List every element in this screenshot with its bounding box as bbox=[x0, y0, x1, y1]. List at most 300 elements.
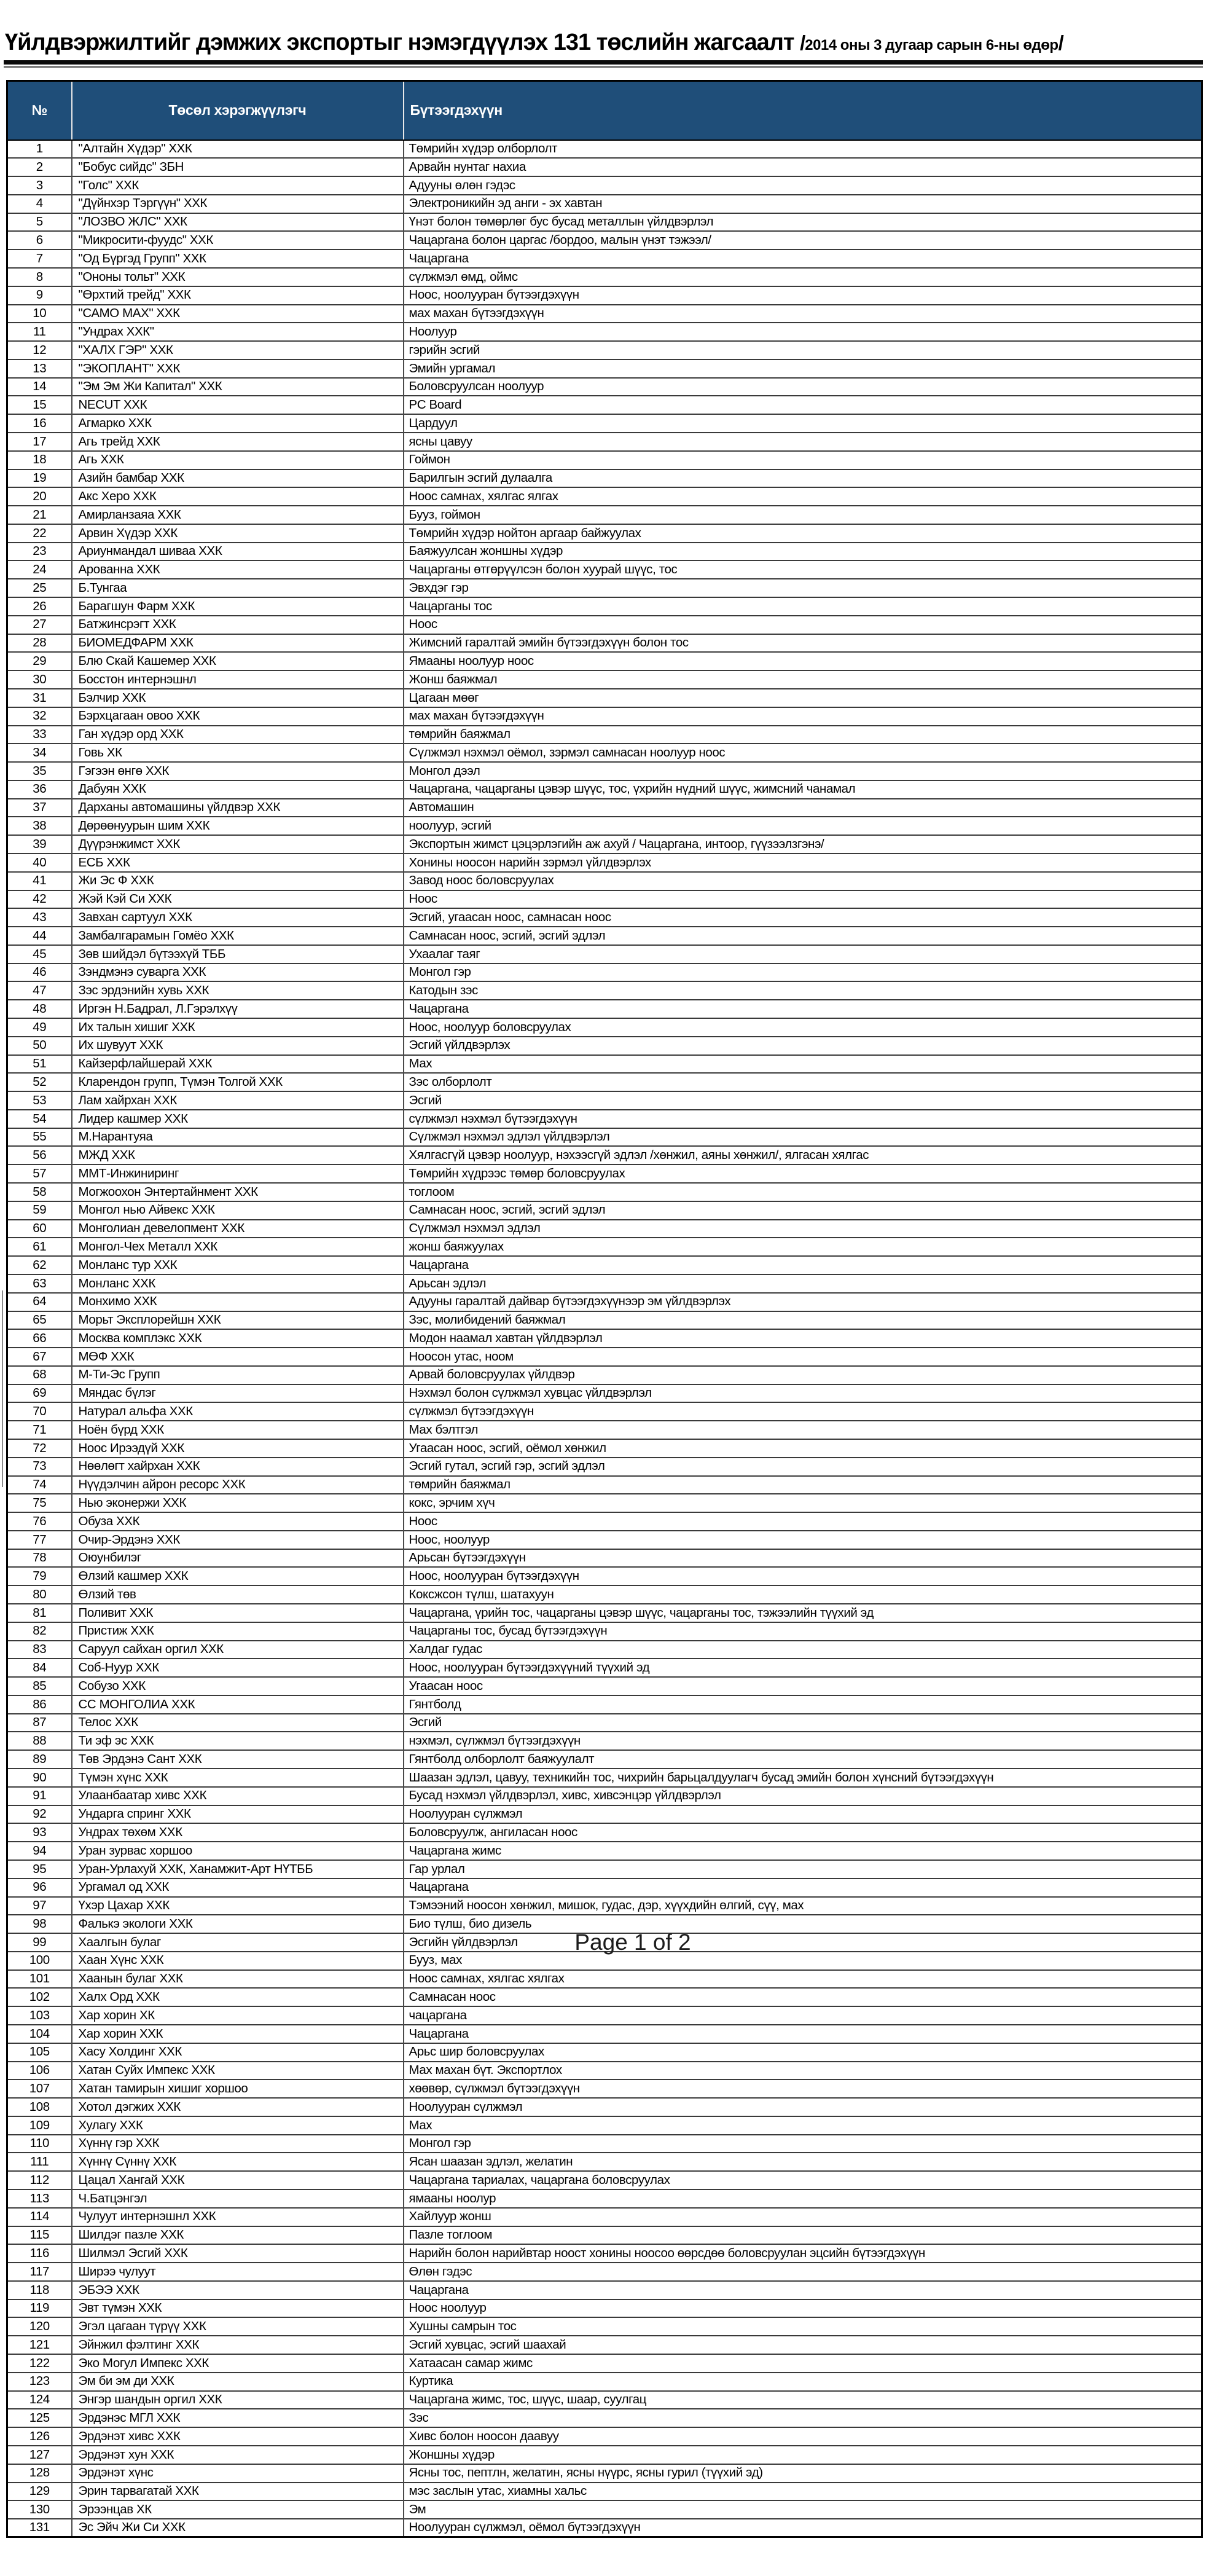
table-row bbox=[7, 396, 1202, 414]
row-product: Чацаргана bbox=[404, 1256, 1202, 1274]
row-number: 122 bbox=[7, 2354, 72, 2373]
row-implementer: Эрин тарвагатай ХХК bbox=[72, 2483, 404, 2501]
row-product: ямааны ноолур bbox=[404, 2189, 1202, 2208]
table-row bbox=[7, 543, 1202, 561]
table-row bbox=[7, 726, 1202, 744]
row-product: Гоймон bbox=[404, 451, 1202, 469]
row-product: Мах bbox=[404, 1055, 1202, 1074]
row-implementer: Эрдэнэт хун ХХК bbox=[72, 2446, 404, 2464]
row-implementer: "Бобус сийдс" ЗБН bbox=[72, 158, 404, 176]
row-product: Ноос самнах, хялгас хялгах bbox=[404, 1970, 1202, 1989]
row-number: 127 bbox=[7, 2446, 72, 2464]
table-row bbox=[7, 1274, 1202, 1293]
row-number: 105 bbox=[7, 2043, 72, 2062]
row-product: Ноос bbox=[404, 616, 1202, 634]
table-row bbox=[7, 2244, 1202, 2263]
table-row bbox=[7, 1585, 1202, 1604]
table-row bbox=[7, 854, 1202, 872]
table-row bbox=[7, 1146, 1202, 1164]
row-number: 119 bbox=[7, 2299, 72, 2318]
row-product: тоглоом bbox=[404, 1183, 1202, 1201]
row-implementer: Шилдэг пазле ХХК bbox=[72, 2226, 404, 2245]
row-product: Ноос bbox=[404, 890, 1202, 909]
row-product: Ясан шаазан эдлэл, желатин bbox=[404, 2153, 1202, 2171]
row-number: 66 bbox=[7, 1329, 72, 1348]
row-implementer: Эрдэнэс МГЛ ХХК bbox=[72, 2409, 404, 2427]
row-product: Хушны самрын тос bbox=[404, 2317, 1202, 2336]
row-product: Халдаг гудас bbox=[404, 1641, 1202, 1659]
row-implementer: Хасу Холдинг ХХК bbox=[72, 2043, 404, 2062]
row-implementer: Улаанбаатар хивс ХХК bbox=[72, 1787, 404, 1805]
row-implementer: Ариунмандал шиваа ХХК bbox=[72, 543, 404, 561]
row-implementer: МЖД ХХК bbox=[72, 1146, 404, 1164]
row-implementer: Амирланзаяа ХХК bbox=[72, 506, 404, 524]
table-row bbox=[7, 1055, 1202, 1074]
page-title-main: Үйлдвэржилтийг дэмжих экспортыг нэмэгдүүлэх 131 төслийн жагсаалт bbox=[5, 29, 800, 55]
row-implementer: Агмарко ХХК bbox=[72, 414, 404, 433]
row-implementer: "ХАЛХ ГЭР" ХХК bbox=[72, 341, 404, 359]
row-product: Монгол гэр bbox=[404, 2135, 1202, 2153]
col-header-number: № bbox=[7, 81, 72, 140]
table-row bbox=[7, 1494, 1202, 1512]
row-implementer: Кларендон групп, Түмэн Толгой ХХК bbox=[72, 1073, 404, 1091]
row-number: 61 bbox=[7, 1238, 72, 1256]
table-row bbox=[7, 469, 1202, 488]
row-implementer: Барагшун Фарм ХХК bbox=[72, 597, 404, 616]
row-implementer: ММТ-Инжиниринг bbox=[72, 1164, 404, 1183]
row-product: сүлжмэл нэхмэл бүтээгдэхүүн bbox=[404, 1110, 1202, 1128]
row-implementer: Уран-Урлахуй ХХК, Ханамжит-Арт НҮТББ bbox=[72, 1860, 404, 1879]
row-implementer: Дабуян ХХК bbox=[72, 780, 404, 799]
row-product: Нэхмэл болон сүлжмэл хувцас үйлдвэрлэл bbox=[404, 1384, 1202, 1403]
table-row bbox=[7, 1458, 1202, 1476]
table-row bbox=[7, 1018, 1202, 1037]
table-row bbox=[7, 268, 1202, 286]
row-product: Бусад нэхмэл үйлдвэрлэл, хивс, хивсэнцэр үйлдвэрлэл bbox=[404, 1787, 1202, 1805]
row-product: Өлөн гэдэс bbox=[404, 2263, 1202, 2281]
row-product: нэхмэл, сүлжмэл бүтээгдэхүүн bbox=[404, 1732, 1202, 1750]
row-number: 56 bbox=[7, 1146, 72, 1164]
row-number: 94 bbox=[7, 1842, 72, 1860]
row-number: 85 bbox=[7, 1677, 72, 1695]
row-implementer: МӨФ ХХК bbox=[72, 1348, 404, 1366]
row-number: 80 bbox=[7, 1585, 72, 1604]
row-number: 42 bbox=[7, 890, 72, 909]
row-product: чацаргана bbox=[404, 2006, 1202, 2025]
row-product: Гянтболд bbox=[404, 1695, 1202, 1714]
row-product: Ухаалаг таяг bbox=[404, 945, 1202, 964]
row-number: 35 bbox=[7, 762, 72, 780]
row-product: Гянтболд олборлолт баяжуулалт bbox=[404, 1750, 1202, 1769]
row-number: 51 bbox=[7, 1055, 72, 1074]
table-row bbox=[7, 158, 1202, 176]
row-product: Ямааны ноолуур ноос bbox=[404, 652, 1202, 670]
row-product: Чацаргана тариалах, чацаргана боловсруулах bbox=[404, 2171, 1202, 2189]
row-implementer: М-Ти-Эс Групп bbox=[72, 1366, 404, 1384]
table-row bbox=[7, 359, 1202, 378]
row-product: Адууны өлөн гэдэс bbox=[404, 176, 1202, 195]
row-implementer: Ноос Ирээдүй ХХК bbox=[72, 1439, 404, 1458]
row-number: 36 bbox=[7, 780, 72, 799]
table-row bbox=[7, 2299, 1202, 2318]
row-implementer: Собузо ХХК bbox=[72, 1677, 404, 1695]
table-row bbox=[7, 2135, 1202, 2153]
table-row bbox=[7, 2062, 1202, 2080]
row-number: 98 bbox=[7, 1915, 72, 1933]
row-number: 31 bbox=[7, 689, 72, 707]
row-implementer: Ти эф эс ХХК bbox=[72, 1732, 404, 1750]
row-implementer: Арвин Хүдэр ХХК bbox=[72, 524, 404, 543]
row-product: Ноос, ноолууран бүтээгдэхүүний түүхий эд bbox=[404, 1659, 1202, 1677]
table-row bbox=[7, 1183, 1202, 1201]
row-number: 53 bbox=[7, 1091, 72, 1110]
row-implementer: Эрдэнэт хүнс bbox=[72, 2464, 404, 2483]
row-number: 121 bbox=[7, 2336, 72, 2354]
row-number: 24 bbox=[7, 560, 72, 579]
row-number: 117 bbox=[7, 2263, 72, 2281]
table-row bbox=[7, 1714, 1202, 1732]
table-row bbox=[7, 1293, 1202, 1311]
table-row bbox=[7, 2391, 1202, 2409]
row-number: 78 bbox=[7, 1549, 72, 1568]
row-number: 77 bbox=[7, 1531, 72, 1549]
row-number: 28 bbox=[7, 634, 72, 653]
row-number: 65 bbox=[7, 1311, 72, 1330]
row-product: төмрийн баяжмал bbox=[404, 1476, 1202, 1494]
row-number: 70 bbox=[7, 1402, 72, 1421]
row-implementer: Бэлчир ХХК bbox=[72, 689, 404, 707]
row-implementer: Уран зурвас хоршоо bbox=[72, 1842, 404, 1860]
row-implementer: Говь ХК bbox=[72, 744, 404, 762]
row-implementer: Хотол дэгжих ХХК bbox=[72, 2098, 404, 2116]
row-number: 32 bbox=[7, 707, 72, 726]
row-number: 3 bbox=[7, 176, 72, 195]
table-row bbox=[7, 1732, 1202, 1750]
table-row bbox=[7, 2189, 1202, 2208]
row-number: 6 bbox=[7, 231, 72, 249]
row-number: 16 bbox=[7, 414, 72, 433]
row-number: 89 bbox=[7, 1750, 72, 1769]
table-row bbox=[7, 2171, 1202, 2189]
row-number: 2 bbox=[7, 158, 72, 176]
table-row bbox=[7, 799, 1202, 817]
row-number: 75 bbox=[7, 1494, 72, 1512]
row-number: 47 bbox=[7, 981, 72, 1000]
row-number: 14 bbox=[7, 378, 72, 396]
row-implementer: Монголиан девелопмент ХХК bbox=[72, 1220, 404, 1238]
table-row bbox=[7, 634, 1202, 653]
row-product: Ноос, ноолууран бүтээгдэхүүн bbox=[404, 286, 1202, 305]
table-row bbox=[7, 2116, 1202, 2135]
row-number: 120 bbox=[7, 2317, 72, 2336]
row-number: 21 bbox=[7, 506, 72, 524]
page-frame-artifact bbox=[2, 1290, 3, 1487]
table-row bbox=[7, 1201, 1202, 1220]
row-number: 86 bbox=[7, 1695, 72, 1714]
row-number: 58 bbox=[7, 1183, 72, 1201]
row-implementer: Дарханы автомашины үйлдвэр ХХК bbox=[72, 799, 404, 817]
row-product: Хивс болон ноосон даавуу bbox=[404, 2427, 1202, 2446]
table-row bbox=[7, 670, 1202, 689]
row-product: Жимсний гаралтай эмийн бүтээгдэхүүн болон тос bbox=[404, 634, 1202, 653]
row-implementer: Цацал Хангай ХХК bbox=[72, 2171, 404, 2189]
row-number: 123 bbox=[7, 2373, 72, 2391]
row-product: Катодын зэс bbox=[404, 981, 1202, 1000]
row-implementer: Ноён бүрд ХХК bbox=[72, 1421, 404, 1439]
row-product: Куртика bbox=[404, 2373, 1202, 2391]
row-implementer: Мяндас бүлэг bbox=[72, 1384, 404, 1403]
table-row bbox=[7, 1311, 1202, 1330]
row-implementer: Эрээнцав ХК bbox=[72, 2500, 404, 2519]
row-number: 46 bbox=[7, 964, 72, 982]
row-implementer: Эрдэнэт хивс ХХК bbox=[72, 2427, 404, 2446]
row-product: мах махан бүтээгдэхүүн bbox=[404, 707, 1202, 726]
row-product: Эсгий гутал, эсгий гэр, эсгий эдлэл bbox=[404, 1458, 1202, 1476]
row-implementer: "САМО МАХ" ХХК bbox=[72, 305, 404, 323]
row-product: төмрийн баяжмал bbox=[404, 726, 1202, 744]
row-product: гэрийн эсгий bbox=[404, 341, 1202, 359]
row-number: 102 bbox=[7, 1988, 72, 2006]
row-number: 97 bbox=[7, 1897, 72, 1915]
table-row bbox=[7, 1164, 1202, 1183]
row-number: 93 bbox=[7, 1823, 72, 1842]
table-row bbox=[7, 1659, 1202, 1677]
row-number: 17 bbox=[7, 433, 72, 451]
row-number: 112 bbox=[7, 2171, 72, 2189]
table-row bbox=[7, 2263, 1202, 2281]
row-number: 34 bbox=[7, 744, 72, 762]
table-row bbox=[7, 1823, 1202, 1842]
row-product: Ноос, ноолуур bbox=[404, 1531, 1202, 1549]
row-product: Адууны гаралтай дайвар бүтээгдэхүүнээр эм үйлдвэрлэх bbox=[404, 1293, 1202, 1311]
row-product: Шаазан эдлэл, цавуу, техникийн тос, чихрийн барьцалдуулагч бусад эмийн болон хүнсний бүтээгдэхүүн bbox=[404, 1769, 1202, 1787]
row-number: 57 bbox=[7, 1164, 72, 1183]
row-number: 101 bbox=[7, 1970, 72, 1989]
row-implementer: "Дүйнхэр Тэргүүн" ХХК bbox=[72, 195, 404, 213]
table-row bbox=[7, 1220, 1202, 1238]
row-number: 92 bbox=[7, 1805, 72, 1824]
table-row bbox=[7, 341, 1202, 359]
table-row bbox=[7, 249, 1202, 268]
row-implementer: Ундрах төхөм ХХК bbox=[72, 1823, 404, 1842]
row-implementer: "Од Бүргэд Групп" ХХК bbox=[72, 249, 404, 268]
table-row bbox=[7, 231, 1202, 249]
row-implementer: Шилмэл Эсгий ХХК bbox=[72, 2244, 404, 2263]
table-row bbox=[7, 1439, 1202, 1458]
row-implementer: Их шувуут ХХК bbox=[72, 1037, 404, 1055]
row-number: 48 bbox=[7, 1000, 72, 1018]
row-implementer: Хаан Хүнс ХХК bbox=[72, 1952, 404, 1970]
row-product: Монгол дээл bbox=[404, 762, 1202, 780]
table-row bbox=[7, 451, 1202, 469]
table-row bbox=[7, 1384, 1202, 1403]
table-row bbox=[7, 2464, 1202, 2483]
row-implementer: Хатан Суйх Импекс ХХК bbox=[72, 2062, 404, 2080]
table-row bbox=[7, 2208, 1202, 2226]
row-product: Чацаргана жимс, тос, шүүс, шаар, суулгац bbox=[404, 2391, 1202, 2409]
table-row bbox=[7, 2226, 1202, 2245]
row-implementer: Зэндмэнэ суварга ХХК bbox=[72, 964, 404, 982]
row-number: 118 bbox=[7, 2281, 72, 2299]
row-number: 95 bbox=[7, 1860, 72, 1879]
row-product: Чацаргана жимс bbox=[404, 1842, 1202, 1860]
table-row bbox=[7, 1256, 1202, 1274]
row-implementer: Чулуут интернэшнл ХХК bbox=[72, 2208, 404, 2226]
table-row bbox=[7, 1512, 1202, 1531]
row-number: 26 bbox=[7, 597, 72, 616]
row-number: 76 bbox=[7, 1512, 72, 1531]
row-implementer: Түмэн хүнс ХХК bbox=[72, 1769, 404, 1787]
row-product: Хонины ноосон нарийн зэрмэл үйлдвэрлэх bbox=[404, 854, 1202, 872]
table-row bbox=[7, 908, 1202, 927]
row-implementer: Лидер кашмер ХХК bbox=[72, 1110, 404, 1128]
row-implementer: Ургамал од ХХК bbox=[72, 1879, 404, 1897]
row-product: Жонш баяжмал bbox=[404, 670, 1202, 689]
row-product: Баяжуулсан жоншны хүдэр bbox=[404, 543, 1202, 561]
row-implementer: Эвт түмэн ХХК bbox=[72, 2299, 404, 2318]
row-product: Төмрийн хүдэр олборлолт bbox=[404, 140, 1202, 159]
row-implementer: М.Нарантуяа bbox=[72, 1128, 404, 1147]
row-number: 45 bbox=[7, 945, 72, 964]
row-number: 63 bbox=[7, 1274, 72, 1293]
table-row bbox=[7, 560, 1202, 579]
row-product: Ноолууран сүлжмэл, оёмол бүтээгдэхүүн bbox=[404, 2519, 1202, 2537]
row-product: сүлжмэл бүтээгдэхүүн bbox=[404, 1402, 1202, 1421]
table-body bbox=[7, 140, 1202, 2537]
table-row bbox=[7, 323, 1202, 341]
table-row bbox=[7, 1366, 1202, 1384]
row-number: 83 bbox=[7, 1641, 72, 1659]
row-product: Чацаргана, чацарганы цэвэр шүүс, тос, үхрийн нүдний шүүс, жимсний чанамал bbox=[404, 780, 1202, 799]
table-row bbox=[7, 1128, 1202, 1147]
row-product: Тэмээний ноосон хөнжил, мишок, гудас, дэр, хүүхдийн өлгий, сүү, мах bbox=[404, 1897, 1202, 1915]
table-row bbox=[7, 2373, 1202, 2391]
table-row bbox=[7, 2098, 1202, 2116]
row-product: Эсгий bbox=[404, 1714, 1202, 1732]
row-number: 15 bbox=[7, 396, 72, 414]
row-implementer: Зөв шийдэл бүтээхүй ТББ bbox=[72, 945, 404, 964]
row-number: 20 bbox=[7, 487, 72, 506]
row-implementer: Өлзий кашмер ХХК bbox=[72, 1567, 404, 1585]
table-row bbox=[7, 890, 1202, 909]
table-row bbox=[7, 1421, 1202, 1439]
row-implementer: Б.Тунгаа bbox=[72, 579, 404, 597]
row-product: ноолуур, эсгий bbox=[404, 817, 1202, 835]
table-row bbox=[7, 2153, 1202, 2171]
row-implementer: Москва комплэкс ХХК bbox=[72, 1329, 404, 1348]
row-number: 52 bbox=[7, 1073, 72, 1091]
table-row bbox=[7, 195, 1202, 213]
row-number: 110 bbox=[7, 2135, 72, 2153]
table-row bbox=[7, 1073, 1202, 1091]
row-implementer: Хаанын булаг ХХК bbox=[72, 1970, 404, 1989]
row-product: Чацаргана bbox=[404, 249, 1202, 268]
row-product: Ноолууран сүлжмэл bbox=[404, 1805, 1202, 1824]
row-product: Ноос, ноолуур боловсруулах bbox=[404, 1018, 1202, 1037]
table-row bbox=[7, 1860, 1202, 1879]
row-implementer: Батжинсрэгт ХХК bbox=[72, 616, 404, 634]
title-rule bbox=[4, 60, 1203, 68]
table-row bbox=[7, 817, 1202, 835]
row-number: 18 bbox=[7, 451, 72, 469]
row-implementer: "Ононы тольт" ХХК bbox=[72, 268, 404, 286]
row-number: 27 bbox=[7, 616, 72, 634]
row-implementer: Замбалгарамын Гомёо ХХК bbox=[72, 927, 404, 945]
row-product: Чацаргана bbox=[404, 2025, 1202, 2043]
row-number: 44 bbox=[7, 927, 72, 945]
table-row bbox=[7, 652, 1202, 670]
row-product: Эсгий үйлдвэрлэх bbox=[404, 1037, 1202, 1055]
row-implementer: Арованна ХХК bbox=[72, 560, 404, 579]
row-implementer: Бэрхцагаан овоо ХХК bbox=[72, 707, 404, 726]
page-title bbox=[5, 31, 1204, 55]
row-number: 116 bbox=[7, 2244, 72, 2263]
row-product: Эвхдэг гэр bbox=[404, 579, 1202, 597]
row-implementer: СС МОНГОЛИА ХХК bbox=[72, 1695, 404, 1714]
row-product: Чацаргана bbox=[404, 1000, 1202, 1018]
row-product: Арьсан бүтээгдэхүүн bbox=[404, 1549, 1202, 1568]
row-product: Ноолууран сүлжмэл bbox=[404, 2098, 1202, 2116]
table-row bbox=[7, 1238, 1202, 1256]
table-row bbox=[7, 2281, 1202, 2299]
row-implementer: "ЛОЗВО ЖЛС" ХХК bbox=[72, 213, 404, 232]
row-product: Угаасан ноос, эсгий, оёмол хөнжил bbox=[404, 1439, 1202, 1458]
row-implementer: Эс Эйч Жи Си ХХК bbox=[72, 2519, 404, 2537]
row-number: 19 bbox=[7, 469, 72, 488]
row-product: Ноос bbox=[404, 1512, 1202, 1531]
row-number: 5 bbox=[7, 213, 72, 232]
row-number: 62 bbox=[7, 1256, 72, 1274]
row-implementer: Кайзерфлайшерай ХХК bbox=[72, 1055, 404, 1074]
row-product: Нарийн болон нарийвтар ноост хонины ноосоо өөрсдөө боловсруулан эцсийн бүтээгдэхүүн bbox=[404, 2244, 1202, 2263]
table-row bbox=[7, 2043, 1202, 2062]
row-implementer: Монгол нью Айвекс ХХК bbox=[72, 1201, 404, 1220]
row-product: Чацаргана, үрийн тос, чацарганы цэвэр шүүс, чацарганы тос, тэжээлийн түүхий эд bbox=[404, 1604, 1202, 1622]
row-product: Хатаасан самар жимс bbox=[404, 2354, 1202, 2373]
col-header-product: Бүтээгдэхүүн bbox=[404, 81, 1202, 140]
table-row bbox=[7, 579, 1202, 597]
row-number: 114 bbox=[7, 2208, 72, 2226]
row-number: 72 bbox=[7, 1439, 72, 1458]
row-product: Чацарганы тос bbox=[404, 597, 1202, 616]
row-product: мэс заслын утас, хиамны хальс bbox=[404, 2483, 1202, 2501]
row-implementer: Халх Орд ХХК bbox=[72, 1988, 404, 2006]
row-product: Монгол гэр bbox=[404, 964, 1202, 982]
projects-table bbox=[6, 80, 1203, 2538]
table-row bbox=[7, 2446, 1202, 2464]
table-row bbox=[7, 2354, 1202, 2373]
row-implementer: "Өрхтий трейд" ХХК bbox=[72, 286, 404, 305]
table-row bbox=[7, 2483, 1202, 2501]
table-row bbox=[7, 1531, 1202, 1549]
row-product: Экспортын жимст цэцэрлэгийн аж ахуй / Чацаргана, интоор, гүүзээлзгэнэ/ bbox=[404, 835, 1202, 854]
row-implementer: БИОМЕДФАРМ ХХК bbox=[72, 634, 404, 653]
row-product: мах махан бүтээгдэхүүн bbox=[404, 305, 1202, 323]
table-row bbox=[7, 2427, 1202, 2446]
table-row bbox=[7, 305, 1202, 323]
row-product: Эсгийн үйлдвэрлэл bbox=[404, 1933, 1202, 1952]
table-row bbox=[7, 1769, 1202, 1787]
row-implementer: Хатан тамирын хишиг хоршоо bbox=[72, 2079, 404, 2098]
row-product: Ноос самнах, хялгас ялгах bbox=[404, 487, 1202, 506]
table-row bbox=[7, 2519, 1202, 2537]
row-product: Чацаргана bbox=[404, 2281, 1202, 2299]
row-number: 33 bbox=[7, 726, 72, 744]
table-row bbox=[7, 597, 1202, 616]
row-implementer: Пристиж ХХК bbox=[72, 1622, 404, 1641]
row-implementer: Акс Херо ХХК bbox=[72, 487, 404, 506]
table-row bbox=[7, 1842, 1202, 1860]
